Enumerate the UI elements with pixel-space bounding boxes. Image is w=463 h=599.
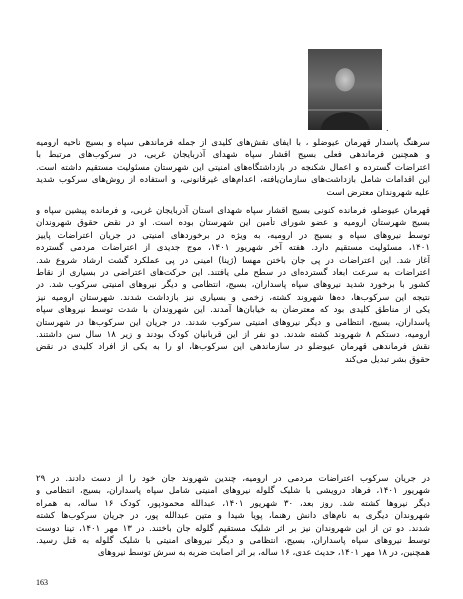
paragraph-biography [36, 205, 430, 366]
text-line: و همچنین فرماندهی فعلی بسیج اقشار سپاه شهدای آذربایجان غربی، در سرکوب‌های مرتبط با [36, 150, 430, 161]
text-line: آغاز شد. این اعتراضات در پی جان باختن مهسا (ژینا) امینی در پی عملکرد گشت ارشاد شروع شد. [36, 255, 430, 266]
text-line: در جریان سرکوب اعتراضات مردمی در ارومیه، چندین شهروند جان خود را از دست دادند. در ۲۹ [36, 474, 430, 484]
text-line: کشور با برخورد شدید نیروهای سپاه پاسداران، بسیج، انتظامی و دیگر نیروهای امنیتی سرکوب شد. در [36, 280, 430, 291]
text-line: حقوق بشر تبدیل می‌کند [344, 354, 430, 365]
text-line: این اقدامات شامل بازداشت‌های سازمان‌یافته، اعدام‌های غیرقانونی، و استفاده از روش‌های سرکوب شدید [36, 175, 430, 186]
text-line: علیه شهروندان معترض است [326, 187, 430, 198]
text-line: شهروندان دیگری به نام‌های دانش رهنما، پویا شیدا و متین عبدالله پور، در جریان سرکوب‌ها کشته [36, 511, 430, 522]
text-line: پاسداران، بسیج، انتظامی و دیگر نیروهای امنیتی سرکوب شدند. در جریان این سرکوب‌ها در شهرستان [36, 317, 430, 328]
text-line: ارومیه، دستکم ۸ شهروند کشته شدند. دو نفر از این قربانیان کودک بودند و زیر ۱۸ سال سن داشتند. [36, 330, 430, 341]
paragraph-intro [36, 137, 430, 199]
text-line: شهریور ۱۴۰۱، فرهاد درویشی با شلیک گلوله نیروهای امنیتی شامل سپاه پاسداران، بسیج، انتظامی و [36, 486, 430, 497]
portrait-photo [308, 49, 382, 130]
text-line: توسط نیروهای سپاه پاسداران، بسیج، انتظامی و دیگر نیروهای امنیتی با شلیک گلوله به قتل رسید. [36, 536, 430, 547]
text-line: یکی از مناطق کلیدی بود که معترضان به خیابان‌ها آمدند. این شهروندان با شدت توسط نیروهای سپاه [36, 305, 430, 316]
text-line: بسیج شهرستان ارومیه و عضو شورای تأمین این شهرستان بوده است. او در نقض حقوق شهروندان [36, 218, 430, 229]
text-line: همچنین، در ۱۸ مهر ۱۴۰۱، حدیث عدی، ۱۶ ساله، بر اثر اصابت ضربه به سرش توسط نیروهای [97, 548, 430, 559]
paragraph-victims [36, 473, 430, 560]
text-line: قهرمان عیوضلو، فرمانده کنونی بسیج اقشار سپاه شهدای استان آذربایجان غربی، و فرمانده پیشین سپاه و [36, 206, 430, 216]
text-line: ۱۴۰۱، مسئولیت مستقیم دارد. هفته آخر شهریور ۱۴۰۱، موج جدیدی از اعتراضات مردمی گسترده [36, 243, 430, 254]
text-line: توسط نیروهای سپاه و بسیج در ارومیه، به ویژه در برخوردهای امنیتی در جریان اعتراضات پاییز [36, 230, 430, 241]
text-line: اعتراضات به سرعت ابعاد گسترده‌ای در سطح ملی یافتند. این حرکت‌های اعتراضی در بسیاری از نقاط [36, 268, 430, 279]
photo-marker: . [386, 124, 389, 133]
text-line: سرهنگ پاسدار قهرمان عیوضلو ، با ایفای نقش‌های کلیدی از جمله فرماندهی سپاه و بسیج ناحیه ارومیه [36, 138, 430, 148]
text-line: شدند. دو تن از این شهروندان نیز بر اثر شلیک مستقیم گلوله جان باختند. در ۱۳ مهر ۱۴۰۱، تینا دوست [36, 523, 430, 534]
text-line: نتیجه این سرکوب‌ها، ده‌ها شهروند کشته، زخمی و بسیاری نیز بازداشت شدند. شهرستان ارومیه نیز [36, 292, 430, 303]
text-line: دیگر نیروها کشته شد. روز بعد، ۳۰ شهریور ۱۴۰۱، عبدالله محمودپور، کودک ۱۶ ساله، به همراه [36, 498, 430, 509]
text-line: اعتراضات گسترده و اعمال شکنجه در بازداشتگاه‌های امنیتی این شهرستان مسئولیت مستقیم داشته است. [36, 162, 430, 173]
text-line: نقش فرماندهی قهرمان عیوضلو در سازماندهی این سرکوب‌ها، او را به یکی از افراد کلیدی در نقض [36, 342, 430, 353]
page-number: 163 [36, 578, 48, 587]
